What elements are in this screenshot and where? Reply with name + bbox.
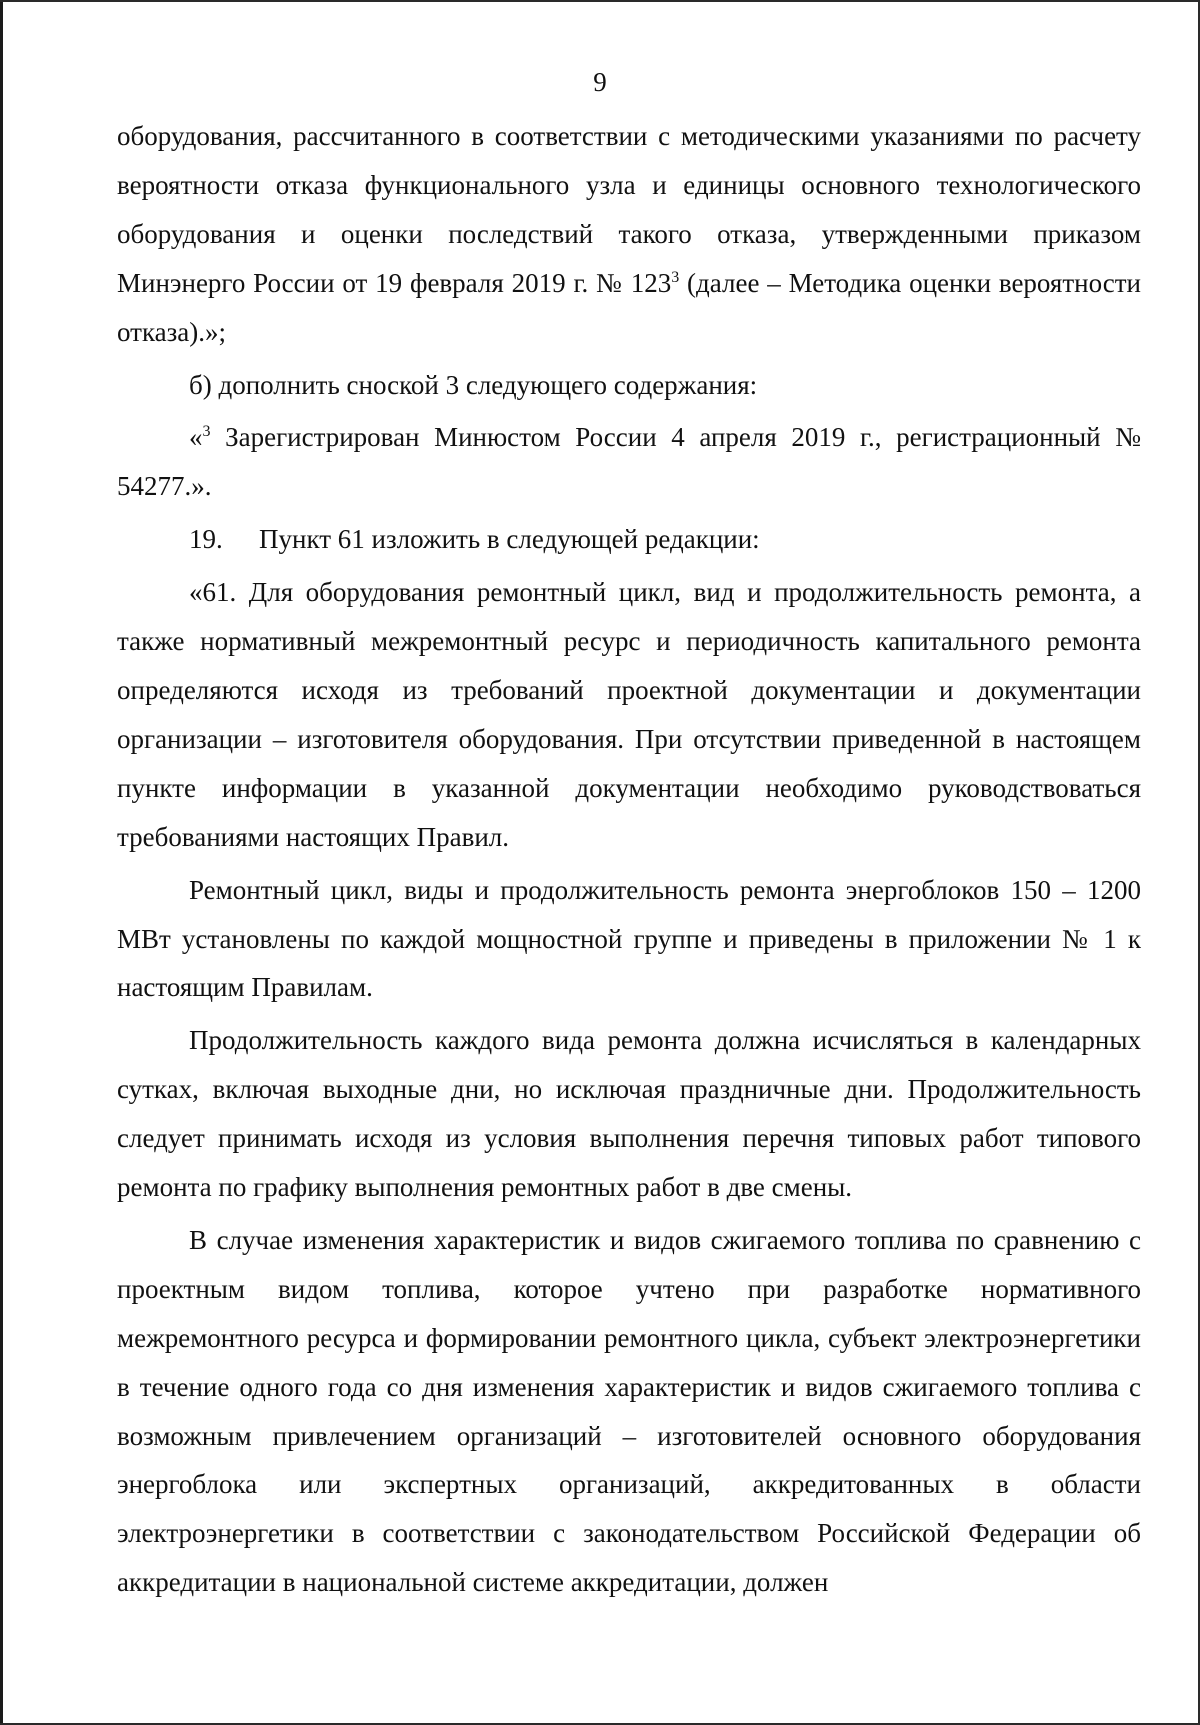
quote-mark: « — [189, 422, 203, 453]
paragraph-repair-cycle: Ремонтный цикл, виды и продолжительность ремонта энергоблоков 150 – 1200 МВт установлены по каждой мощностной группе и приведены в приложении № 1 к настоящим Правилам. — [117, 874, 1141, 1003]
paragraph-continuation — [117, 112, 1141, 357]
paragraph-61: «61. Для оборудования ремонтный цикл, вид и продолжительность ремонта, а также нормативный межремонтный ресурс и периодичность капитального ремонта определяются исходя из требований проектной документации и документации организации – изготовителя оборудования. При отсутствии приведенной в настоящем пункте информации в указанной документации необходимо руководствоваться требованиями настоящих Правил. — [117, 577, 1141, 852]
scan-border-left — [0, 0, 3, 1725]
paragraph-fuel-change: В случае изменения характеристик и видов сжигаемого топлива по сравнению с проектным видом топлива, которое учтено при разработке нормативного межремонтного ресурса и формировании ремонтного цикла, субъект электроэнергетики в течение одного года со дня изменения характеристик и видов сжигаемого топлива с возможным привлечением организаций – изготовителей основного оборудования энергоблока или экспертных организаций, аккредитованных в области электроэнергетики в соответствии с законодательством Российской Федерации об аккредитации в национальной системе аккредитации, должен — [117, 1224, 1141, 1598]
paragraph-text: оборудования, рассчитанного в соответствии с методическими указаниями по расчету вероятности отказа функционального узла и единицы основного технологического оборудования и оценки последствий такого отказа, утвержденными приказом Минэнерго России от 19 февраля 2019 г. № 123 — [117, 121, 1141, 298]
paragraph-text: (далее – Методика оценки вероятности отказа).»; — [117, 267, 1141, 347]
paragraph-item-19 — [117, 515, 1141, 564]
paragraph-amendment-b: б) дополнить сноской 3 следующего содержания: — [189, 369, 758, 400]
paragraph-footnote — [117, 413, 1141, 511]
item-number: 19. — [189, 524, 223, 555]
footnote-ref: 3 — [202, 423, 211, 441]
footnote-ref: 3 — [671, 268, 680, 286]
paragraph-text: Пункт 61 изложить в следующей редакции: — [259, 524, 760, 555]
paragraph-text: Зарегистрирован Минюстом России 4 апреля 2019 г., регистрационный № 54277.». — [117, 422, 1141, 502]
paragraph-duration: Продолжительность каждого вида ремонта должна исчисляться в календарных сутках, включая выходные дни, но исключая праздничные дни. Продолжительность следует принимать исходя из условия выполнения перечня типовых работ типового ремонта по графику выполнения ремонтных работ в две смены. — [117, 1025, 1141, 1203]
page-number: 9 — [593, 67, 607, 97]
document-body — [117, 112, 1141, 1607]
scan-border-top — [0, 0, 1200, 2]
